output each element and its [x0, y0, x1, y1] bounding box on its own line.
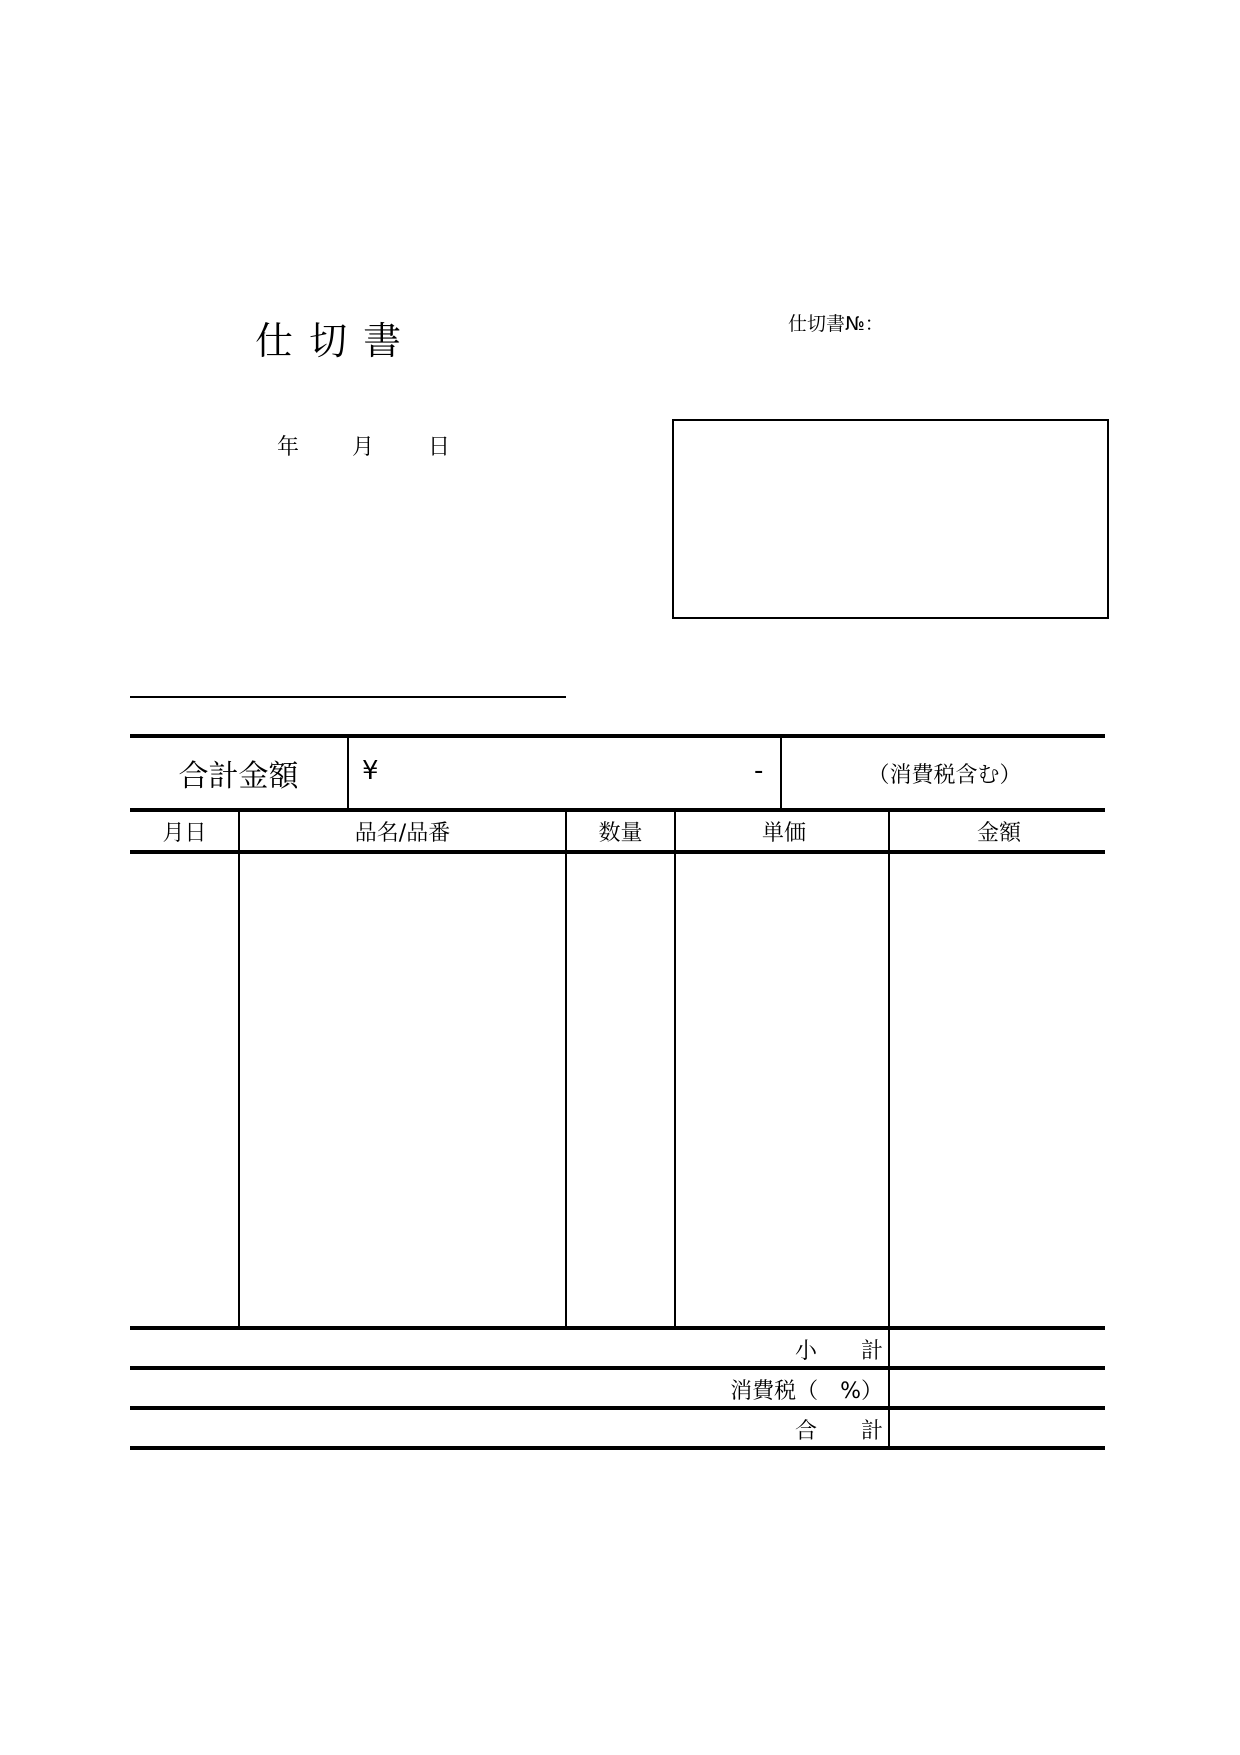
summary-divider	[888, 1330, 890, 1366]
document-number-label: 仕切書№：	[788, 313, 884, 335]
summary-divider	[888, 1370, 890, 1406]
tax-row	[130, 1366, 1105, 1406]
date-year-label: 年	[277, 435, 300, 460]
column-divider	[565, 812, 567, 1330]
summary-divider	[888, 1410, 890, 1446]
items-table	[130, 812, 1105, 1330]
tax-included-note: （消費税含む）	[780, 738, 1107, 808]
summary-section	[130, 1326, 1105, 1450]
issuer-box[interactable]	[672, 419, 1109, 619]
currency-symbol: ¥	[362, 756, 379, 786]
column-divider	[674, 812, 676, 1330]
grand-total-label: 合 計	[794, 1419, 883, 1444]
column-header-unit-price: 単価	[761, 820, 806, 846]
date-day-label: 日	[428, 435, 451, 460]
total-amount-label: 合計金額	[130, 738, 349, 808]
subtotal-label: 小 計	[794, 1339, 883, 1364]
column-divider	[238, 812, 240, 1330]
column-divider	[888, 812, 890, 1330]
subtotal-row	[130, 1326, 1105, 1366]
document-title: 仕 切 書	[255, 319, 404, 363]
column-header-date: 月日	[162, 820, 207, 846]
tax-label: 消費税（ %）	[730, 1379, 883, 1404]
grand-total-row	[130, 1406, 1105, 1450]
column-header-item: 品名/品番	[354, 820, 451, 846]
recipient-line[interactable]	[130, 696, 566, 698]
column-header-amount: 金額	[976, 820, 1021, 846]
table-header	[130, 812, 1105, 854]
column-header-quantity: 数量	[598, 820, 643, 846]
date-month-label: 月	[352, 435, 375, 460]
amount-dash: -	[754, 756, 764, 786]
total-amount-row	[130, 734, 1105, 812]
